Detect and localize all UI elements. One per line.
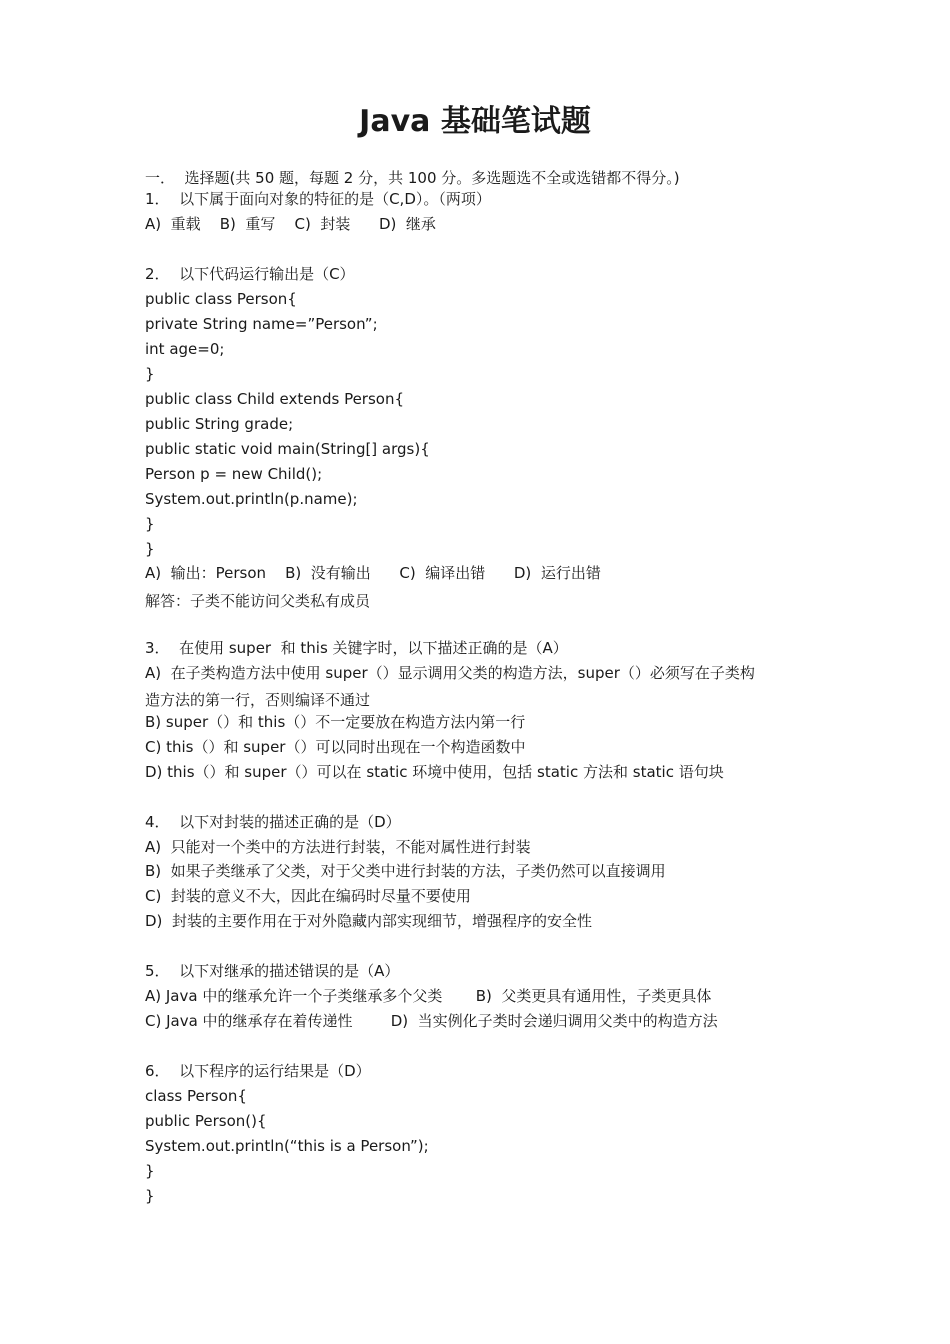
question-5-options: A) Java 中的继承允许一个子类继承多个父类 B) 父类更具有通用性，子类更具体	[145, 987, 712, 1005]
question-6: 6． 以下程序的运行结果是（D）	[145, 1062, 371, 1080]
question-4: 4． 以下对封装的描述正确的是（D）	[145, 813, 401, 831]
question-1-options: A) 重载 B) 重写 C) 封装 D) 继承	[145, 215, 436, 233]
question-5: 5． 以下对继承的描述错误的是（A）	[145, 962, 400, 980]
page-title: Java 基础笔试题	[359, 104, 591, 139]
code-line: public class Person{	[145, 290, 297, 308]
question-1: 1． 以下属于面向对象的特征的是（C,D）。（两项）	[145, 190, 491, 208]
question-4-option: A) 只能对一个类中的方法进行封装，不能对属性进行封装	[145, 838, 531, 856]
question-3-option: 造方法的第一行，否则编译不通过	[145, 691, 371, 709]
question-5-options: C) Java 中的继承存在着传递性 D) 当实例化子类时会递归调用父类中的构造方法	[145, 1012, 718, 1030]
code-line: private String name=”Person”;	[145, 315, 378, 333]
question-3-option: C) this（）和 super（）可以同时出现在一个构造函数中	[145, 738, 526, 756]
code-line: public String grade;	[145, 415, 294, 433]
code-line: }	[145, 515, 155, 533]
question-3-option: B) super（）和 this（）不一定要放在构造方法内第一行	[145, 713, 526, 731]
question-2-options: A) 输出：Person B) 没有输出 C) 编译出错 D) 运行出错	[145, 564, 601, 582]
code-line: Person p = new Child();	[145, 465, 323, 483]
question-4-option: C) 封装的意义不大，因此在编码时尽量不要使用	[145, 887, 471, 905]
question-3-option: D) this（）和 super（）可以在 static 环境中使用，包括 static 方法和 static 语句块	[145, 763, 724, 781]
code-line: }	[145, 540, 155, 558]
section-heading: 一． 选择题(共 50 题，每题 2 分，共 100 分。多选题选不全或选错都不得分。)	[145, 169, 680, 187]
question-4-option: B) 如果子类继承了父类，对于父类中进行封装的方法，子类仍然可以直接调用	[145, 862, 666, 880]
code-line: int age=0;	[145, 340, 225, 358]
question-3: 3． 在使用 super 和 this 关键字时，以下描述正确的是（A）	[145, 639, 568, 657]
code-line: class Person{	[145, 1087, 247, 1105]
code-line: }	[145, 1187, 155, 1205]
code-line: System.out.println(“this is a Person”);	[145, 1137, 429, 1155]
code-line: public Person(){	[145, 1112, 267, 1130]
question-2: 2． 以下代码运行输出是（C）	[145, 265, 355, 283]
code-line: }	[145, 1162, 155, 1180]
question-2-answer: 解答：子类不能访问父类私有成员	[145, 592, 371, 610]
question-3-option: A) 在子类构造方法中使用 super（）显示调用父类的构造方法，super（）必须写在子类构	[145, 664, 755, 682]
code-line: System.out.println(p.name);	[145, 490, 358, 508]
code-line: public class Child extends Person{	[145, 390, 405, 408]
question-4-option: D) 封装的主要作用在于对外隐藏内部实现细节，增强程序的安全性	[145, 912, 592, 930]
code-line: }	[145, 365, 155, 383]
code-line: public static void main(String[] args){	[145, 440, 430, 458]
